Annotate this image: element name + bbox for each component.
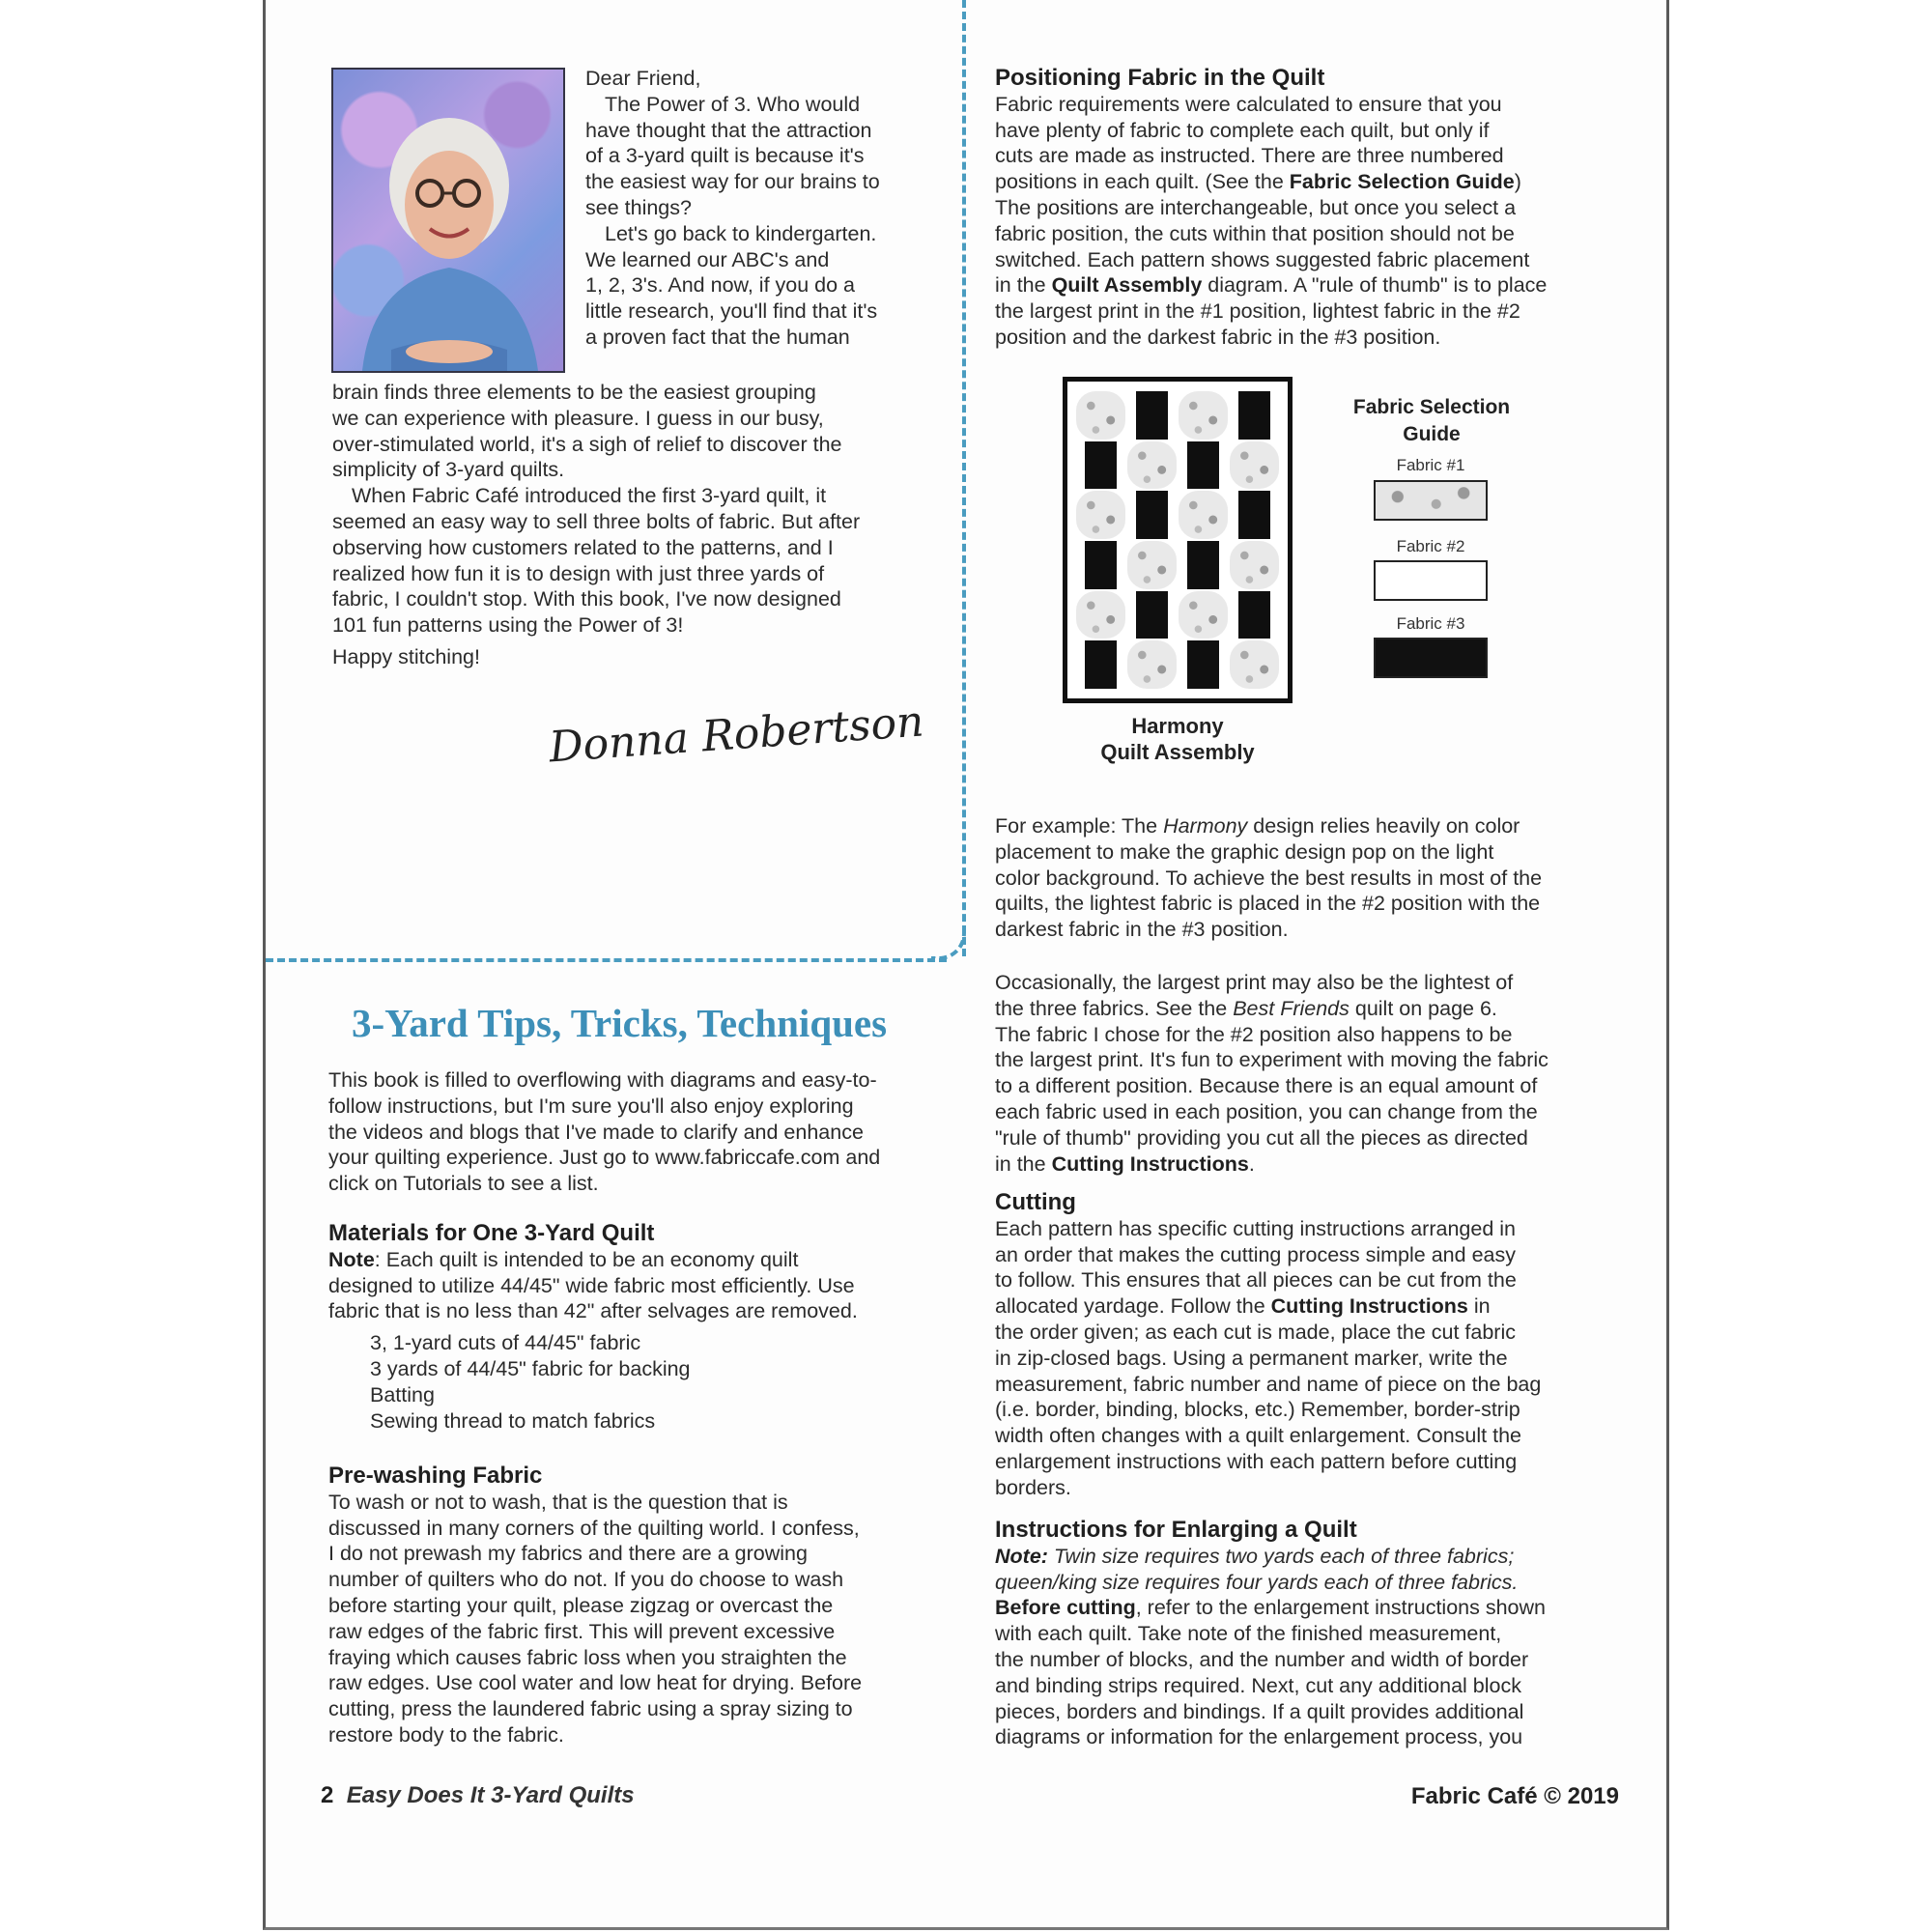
enlarge-line: and binding strips required. Next, cut any additional block xyxy=(995,1673,1521,1697)
prewash-heading: Pre-washing Fabric xyxy=(328,1463,543,1489)
occasion-paragraph xyxy=(995,970,1633,1177)
cutting-section xyxy=(995,1190,1633,1501)
quilt-dark-bar xyxy=(1238,491,1270,539)
prewash-line: cutting, press the laundered fabric using a spray sizing to xyxy=(328,1697,853,1721)
quilt-dark-bar xyxy=(1085,441,1117,490)
enlarge-note-line: queen/king size requires four yards each of three fabrics. xyxy=(995,1570,1519,1594)
letter-closing: Happy stitching! xyxy=(332,644,480,668)
enlarge-line: the number of blocks, and the number and width of border xyxy=(995,1647,1529,1671)
cutting-line: the order given; as each cut is made, place the cut fabric xyxy=(995,1320,1516,1344)
cutting-line: (i.e. border, binding, blocks, etc.) Remember, border-strip xyxy=(995,1398,1520,1422)
materials-note-line: designed to utilize 44/45" wide fabric most efficiently. Use xyxy=(328,1273,855,1297)
positioning-section xyxy=(995,66,1633,351)
cutting-line: measurement, fabric number and name of piece on the bag xyxy=(995,1372,1542,1396)
quilt-print-block xyxy=(1230,541,1279,589)
quilt-assembly-diagram xyxy=(1063,377,1293,703)
quilt-dark-bar xyxy=(1187,640,1219,689)
positioning-line: cuts are made as instructed. There are three numbered xyxy=(995,144,1504,168)
materials-list-item: 3, 1-yard cuts of 44/45" fabric xyxy=(370,1331,641,1355)
quilt-dark-bar xyxy=(1085,640,1117,689)
quilt-dark-bar xyxy=(1187,541,1219,589)
letter-line: fabric, I couldn't stop. With this book, I've now designed xyxy=(332,587,841,611)
quilt-print-block xyxy=(1076,491,1125,539)
quilt-dark-bar xyxy=(1136,591,1168,639)
quilt-dark-bar xyxy=(1238,591,1270,639)
quilt-dark-bar xyxy=(1085,541,1117,589)
letter-wide-block xyxy=(332,380,951,670)
quilt-print-block xyxy=(1127,541,1177,589)
materials-list xyxy=(328,1330,966,1434)
author-portrait-illustration xyxy=(333,70,563,371)
positioning-text: positions in each quilt. (See the xyxy=(995,170,1290,194)
cutting-line: in zip-closed bags. Using a permanent marker, write the xyxy=(995,1346,1508,1370)
quilt-caption-label: Quilt Assembly xyxy=(1100,740,1255,764)
quilt-assembly-ref: Quilt Assembly xyxy=(1051,273,1203,298)
author-photo xyxy=(331,68,565,373)
example-line: quilts, the lightest fabric is placed in the #2 position with the xyxy=(995,892,1541,916)
signature: Donna Robertson xyxy=(547,696,925,773)
occasion-line: Occasionally, the largest print may also be the lightest of xyxy=(995,971,1514,994)
letter-line: realized how fun it is to design with just three yards of xyxy=(332,561,825,585)
letter-line: We learned our ABC's and xyxy=(585,247,830,271)
quilt-print-block xyxy=(1179,491,1228,539)
prewash-line: number of quilters who do not. If you do choose to wash xyxy=(328,1568,844,1592)
positioning-text: in the xyxy=(995,273,1052,298)
fabric-selection-guide-ref: Fabric Selection Guide xyxy=(1289,170,1515,194)
occasion-line: "rule of thumb" providing you cut all the pieces as directed xyxy=(995,1125,1528,1150)
prewash-line: To wash or not to wash, that is the question that is xyxy=(328,1490,788,1514)
occasion-line: each fabric used in each position, you can change from the xyxy=(995,1099,1538,1123)
fabric-guide-title-line: Guide xyxy=(1403,423,1461,445)
enlarge-line: pieces, borders and bindings. If a quilt provides additional xyxy=(995,1699,1524,1723)
letter-line: little research, you'll find that it's xyxy=(585,299,878,324)
vertical-dashed-divider xyxy=(962,0,966,956)
materials-list-item: Sewing thread to match fabrics xyxy=(370,1408,656,1433)
quilt-print-block xyxy=(1179,391,1228,440)
example-line: placement to make the graphic design pop on the light xyxy=(995,839,1494,864)
materials-note-text: : Each quilt is intended to be an economy quilt xyxy=(374,1247,799,1271)
letter-line: over-stimulated world, it's a sigh of relief to discover the xyxy=(332,432,842,456)
positioning-line: Fabric requirements were calculated to ensure that you xyxy=(995,92,1502,116)
positioning-heading: Positioning Fabric in the Quilt xyxy=(995,65,1325,91)
enlarge-section xyxy=(995,1518,1633,1750)
fabric-2-swatch xyxy=(1374,560,1488,601)
letter-line: simplicity of 3-yard quilts. xyxy=(332,458,565,482)
example-text: design relies heavily on color xyxy=(1247,814,1520,838)
cutting-line: width often changes with a quilt enlargement. Consult the xyxy=(995,1424,1521,1448)
positioning-line xyxy=(995,272,1633,298)
letter-line: 101 fun patterns using the Power of 3! xyxy=(332,613,684,638)
prewash-section xyxy=(328,1463,966,1748)
quilt-dark-bar xyxy=(1136,391,1168,440)
tips-intro-line: the videos and blogs that I've made to clarify and enhance xyxy=(328,1120,864,1144)
quilt-dark-bar xyxy=(1187,441,1219,490)
positioning-text: ) xyxy=(1514,170,1521,194)
prewash-line: before starting your quilt, please zigzag or overcast the xyxy=(328,1593,834,1617)
materials-section xyxy=(328,1221,966,1434)
fabric-1-label: Fabric #1 xyxy=(1396,456,1465,474)
enlarge-line: with each quilt. Take note of the finished measurement, xyxy=(995,1622,1502,1646)
letter-line: brain finds three elements to be the easiest grouping xyxy=(332,381,816,404)
copyright: Fabric Café © 2019 xyxy=(1410,1783,1619,1809)
cutting-line: an order that makes the cutting process simple and easy xyxy=(995,1242,1516,1266)
materials-note-line xyxy=(328,1247,966,1273)
tips-intro-line: your quilting experience. Just go to www.fabriccafe.com and xyxy=(328,1146,881,1170)
fabric-2-label: Fabric #2 xyxy=(1396,537,1465,555)
letter-line: the easiest way for our brains to xyxy=(585,170,880,194)
enlarge-note-text: Twin size requires two yards each of three fabrics; xyxy=(1047,1544,1515,1568)
example-line: color background. To achieve the best results in most of the xyxy=(995,866,1543,890)
letter-narrow-block xyxy=(585,66,952,351)
cutting-instructions-ref: Cutting Instructions xyxy=(1270,1294,1468,1319)
cutting-instructions-ref: Cutting Instructions xyxy=(1051,1151,1249,1176)
quilt-print-block xyxy=(1230,640,1279,689)
horizontal-dashed-divider xyxy=(266,958,947,962)
prewash-line: raw edges of the fabric first. This will prevent excessive xyxy=(328,1619,836,1643)
materials-list-item: 3 yards of 44/45" fabric for backing xyxy=(370,1356,691,1380)
positioning-line: fabric position, the cuts within that position should not be xyxy=(995,221,1515,245)
quilt-dark-bar xyxy=(1136,491,1168,539)
letter-line: 1, 2, 3's. And now, if you do a xyxy=(585,273,856,298)
quilt-dark-bar xyxy=(1238,391,1270,440)
occasion-line: to a different position. Because there is an equal amount of xyxy=(995,1074,1538,1098)
example-paragraph xyxy=(995,813,1633,943)
quilt-print-block xyxy=(1179,591,1228,639)
example-text: For example: The xyxy=(995,814,1164,838)
footer-left xyxy=(321,1782,635,1809)
materials-list-item: Batting xyxy=(370,1382,435,1406)
enlarge-line: diagrams or information for the enlargement process, you xyxy=(995,1725,1523,1749)
occasion-line xyxy=(995,996,1633,1022)
enlarge-text: , refer to the enlargement instructions shown xyxy=(1135,1596,1546,1620)
cutting-text: in xyxy=(1467,1294,1491,1319)
positioning-text: diagram. A "rule of thumb" is to place xyxy=(1202,273,1548,298)
prewash-line: restore body to the fabric. xyxy=(328,1722,564,1747)
quilt-caption-name: Harmony xyxy=(1131,714,1224,738)
cutting-line: borders. xyxy=(995,1475,1071,1499)
positioning-line: the largest print in the #1 position, lightest fabric in the #2 xyxy=(995,299,1520,324)
fabric-3-label: Fabric #3 xyxy=(1396,614,1465,633)
book-title: Easy Does It 3-Yard Quilts xyxy=(346,1782,635,1808)
quilt-print-block xyxy=(1076,391,1125,440)
materials-note-label: Note xyxy=(328,1247,375,1271)
letter-line: observing how customers related to the patterns, and I xyxy=(332,535,834,559)
occasion-text: . xyxy=(1248,1151,1255,1176)
cutting-line: enlargement instructions with each pattern before cutting xyxy=(995,1449,1518,1473)
fabric-3-swatch xyxy=(1374,638,1488,678)
letter-line: we can experience with pleasure. I guess in our busy, xyxy=(332,406,824,430)
tips-intro-line: follow instructions, but I'm sure you'll also enjoy exploring xyxy=(328,1094,854,1118)
positioning-line: position and the darkest fabric in the #3 position. xyxy=(995,325,1441,349)
prewash-line: discussed in many corners of the quilting world. I confess, xyxy=(328,1516,860,1540)
positioning-line: The positions are interchangeable, but once you select a xyxy=(995,195,1517,219)
tips-intro xyxy=(328,1067,966,1197)
letter-line: Let's go back to kindergarten. xyxy=(605,221,877,245)
materials-note-line: fabric that is no less than 42" after selvages are removed. xyxy=(328,1299,858,1323)
tips-title: 3-Yard Tips, Tricks, Techniques xyxy=(352,1001,888,1045)
positioning-line xyxy=(995,169,1633,195)
cutting-line: Each pattern has specific cutting instructions arranged in xyxy=(995,1216,1516,1240)
example-line xyxy=(995,813,1633,839)
quilt-print-block xyxy=(1127,441,1177,490)
letter-line: When Fabric Café introduced the first 3-yard quilt, it xyxy=(352,484,827,508)
prewash-line: I do not prewash my fabrics and there are a growing xyxy=(328,1542,808,1566)
fabric-guide-title xyxy=(1325,394,1538,448)
occasion-text: quilt on page 6. xyxy=(1349,996,1497,1020)
occasion-line xyxy=(995,1151,1633,1178)
letter-line: a proven fact that the human xyxy=(585,325,850,349)
enlarge-note-line xyxy=(995,1544,1633,1570)
fabric-guide-title-line: Fabric Selection xyxy=(1352,396,1511,418)
enlarge-line xyxy=(995,1595,1633,1621)
tips-intro-line: click on Tutorials to see a list. xyxy=(328,1172,599,1196)
quilt-caption xyxy=(1063,713,1293,765)
positioning-line: switched. Each pattern shows suggested fabric placement xyxy=(995,247,1530,271)
quilt-print-block xyxy=(1127,640,1177,689)
quilt-grid xyxy=(1076,391,1279,689)
letter-line: The Power of 3. Who would xyxy=(605,92,861,116)
example-line: darkest fabric in the #3 position. xyxy=(995,918,1289,942)
cutting-text: allocated yardage. Follow the xyxy=(995,1294,1271,1319)
materials-heading: Materials for One 3-Yard Quilt xyxy=(328,1220,655,1246)
letter-greeting: Dear Friend, xyxy=(585,67,701,90)
letter-line: have thought that the attraction xyxy=(585,118,872,142)
positioning-line: have plenty of fabric to complete each quilt, but only if xyxy=(995,118,1490,142)
prewash-line: fraying which causes fabric loss when you straighten the xyxy=(328,1645,847,1669)
cutting-line xyxy=(995,1293,1633,1320)
letter-line: of a 3-yard quilt is because it's xyxy=(585,144,865,168)
occasion-line: the largest print. It's fun to experiment with moving the fabric xyxy=(995,1048,1548,1072)
cutting-heading: Cutting xyxy=(995,1189,1076,1215)
letter-line: seemed an easy way to sell three bolts of fabric. But after xyxy=(332,509,861,533)
cutting-line: to follow. This ensures that all pieces can be cut from the xyxy=(995,1268,1517,1293)
tips-intro-line: This book is filled to overflowing with diagrams and easy-to- xyxy=(328,1068,877,1092)
enlarge-note-label: Note: xyxy=(995,1544,1048,1568)
harmony-ref: Harmony xyxy=(1163,814,1248,838)
before-cutting-label: Before cutting xyxy=(995,1596,1136,1620)
quilt-print-block xyxy=(1230,441,1279,490)
occasion-text: in the xyxy=(995,1151,1052,1176)
letter-line: see things? xyxy=(585,195,692,219)
prewash-line: raw edges. Use cool water and low heat for drying. Before xyxy=(328,1671,863,1695)
enlarge-heading: Instructions for Enlarging a Quilt xyxy=(995,1517,1357,1543)
best-friends-ref: Best Friends xyxy=(1233,996,1350,1020)
occasion-text: the three fabrics. See the xyxy=(995,996,1234,1020)
quilt-print-block xyxy=(1076,591,1125,639)
fabric-1-swatch xyxy=(1374,480,1488,521)
page-number: 2 xyxy=(321,1782,334,1808)
occasion-line: The fabric I chose for the #2 position also happens to be xyxy=(995,1022,1513,1046)
